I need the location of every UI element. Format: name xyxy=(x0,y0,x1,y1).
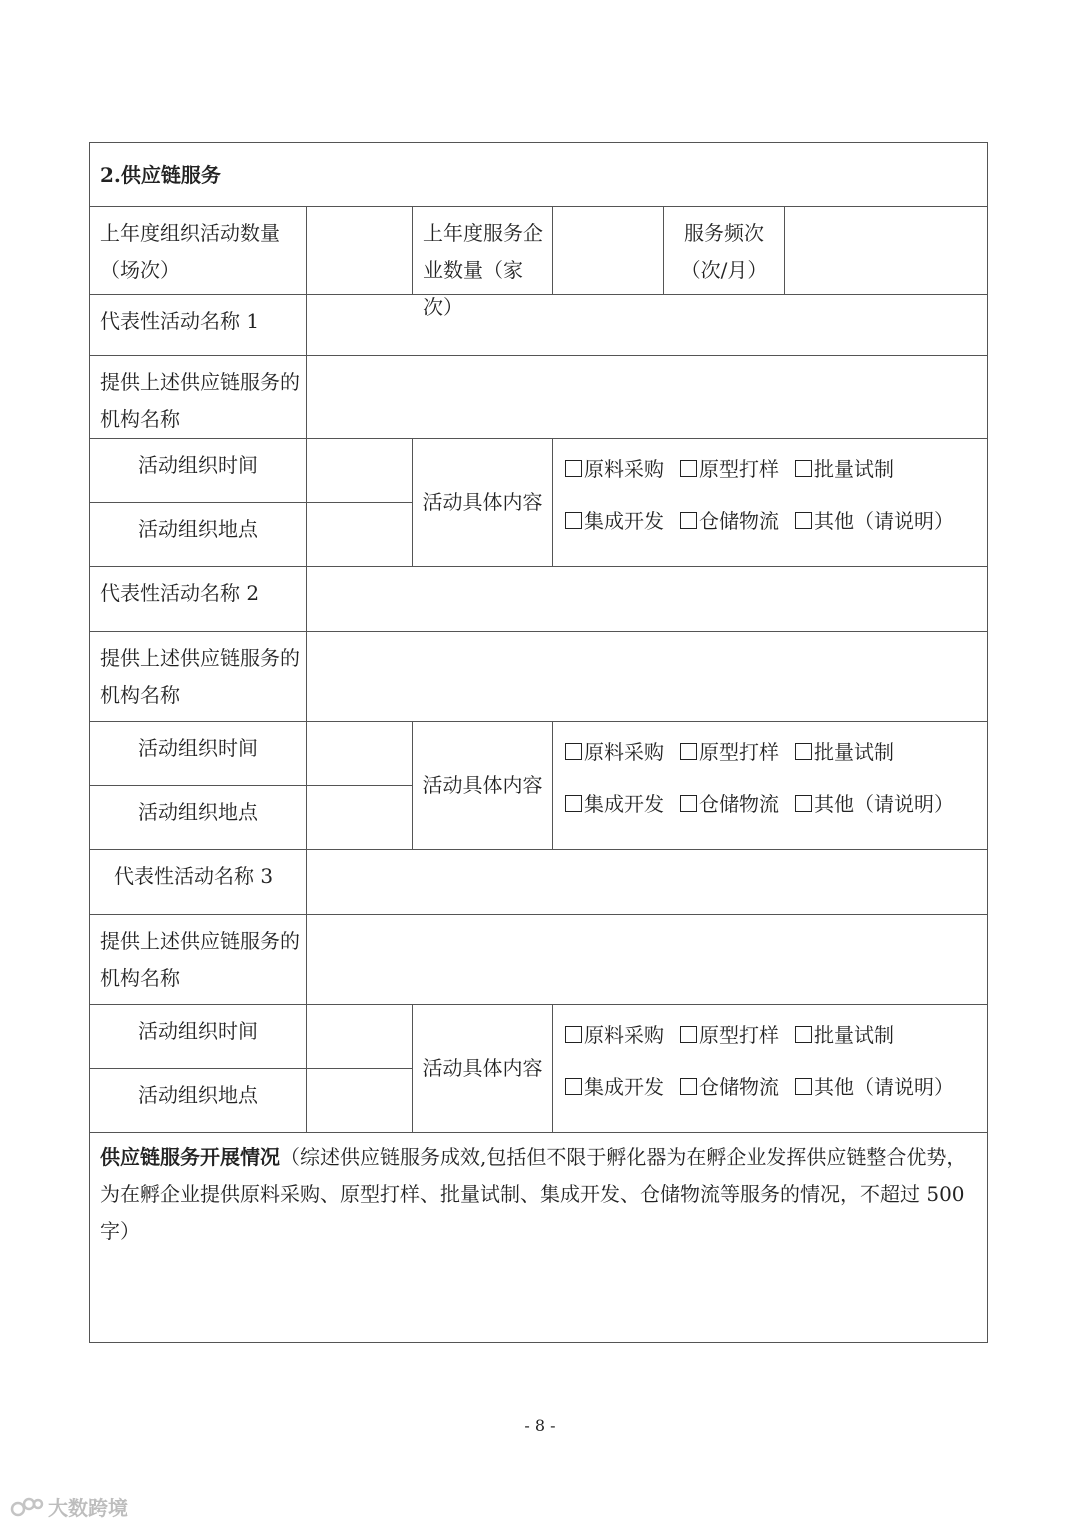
activity-time-label: 活动组织时间 xyxy=(90,1005,307,1069)
option-label: 集成开发 xyxy=(584,509,664,533)
options-row-2 xyxy=(565,786,987,838)
option-checkbox[interactable] xyxy=(795,786,954,823)
checkbox-icon[interactable] xyxy=(565,795,582,812)
activity-time-row xyxy=(90,722,988,786)
option-label: 批量试制 xyxy=(814,1023,894,1047)
organization-field[interactable] xyxy=(307,632,988,722)
section-title: 2.供应链服务 xyxy=(90,143,988,207)
option-label: 原料采购 xyxy=(584,740,664,764)
page-number: - 8 - xyxy=(524,1416,556,1435)
checkbox-icon[interactable] xyxy=(680,743,697,760)
activity-content-options xyxy=(553,439,988,567)
checkbox-icon[interactable] xyxy=(795,795,812,812)
option-label: 原型打样 xyxy=(699,457,779,481)
checkbox-icon[interactable] xyxy=(565,1078,582,1095)
option-checkbox[interactable] xyxy=(680,451,779,488)
organization-label: 提供上述供应链服务的机构名称 xyxy=(90,632,307,722)
option-label: 集成开发 xyxy=(584,1075,664,1099)
checkbox-icon[interactable] xyxy=(795,1026,812,1043)
activity-place-label: 活动组织地点 xyxy=(90,503,307,567)
options-row-1 xyxy=(565,451,987,503)
activity-time-row xyxy=(90,439,988,503)
summary-description: （综述供应链服务成效,包括但不限于孵化器为在孵企业发挥供应链整合优势，为在孵企业提供原料采购、原型打样、批量试制、集成开发、仓储物流等服务的情况，不超过 500 字） xyxy=(100,1145,967,1243)
activity-name-label: 代表性活动名称 1 xyxy=(90,295,307,356)
organization-field[interactable] xyxy=(307,915,988,1005)
activity-name-field[interactable] xyxy=(307,295,988,356)
option-label: 原料采购 xyxy=(584,1023,664,1047)
frequency-label: 服务频次（次/月） xyxy=(664,207,785,295)
activity-content-label: 活动具体内容 xyxy=(413,722,553,850)
organization-field[interactable] xyxy=(307,356,988,439)
option-label: 仓储物流 xyxy=(699,509,779,533)
options-row-1 xyxy=(565,734,987,786)
activity-place-field[interactable] xyxy=(307,1069,413,1133)
option-label: 集成开发 xyxy=(584,792,664,816)
checkbox-icon[interactable] xyxy=(565,1026,582,1043)
activity-name-row xyxy=(90,295,988,356)
supply-chain-form xyxy=(89,142,988,1343)
option-checkbox[interactable] xyxy=(795,503,954,540)
option-checkbox[interactable] xyxy=(565,734,664,771)
activity-time-field[interactable] xyxy=(307,1005,413,1069)
option-label: 仓储物流 xyxy=(699,1075,779,1099)
checkbox-icon[interactable] xyxy=(565,512,582,529)
checkbox-icon[interactable] xyxy=(795,512,812,529)
option-label: 其他（请说明） xyxy=(814,1075,954,1099)
option-checkbox[interactable] xyxy=(680,503,779,540)
service-enterprise-field[interactable] xyxy=(553,207,664,295)
activity-name-label: 代表性活动名称 2 xyxy=(90,567,307,632)
option-checkbox[interactable] xyxy=(565,451,664,488)
option-label: 其他（请说明） xyxy=(814,509,954,533)
option-label: 原型打样 xyxy=(699,1023,779,1047)
option-checkbox[interactable] xyxy=(680,1017,779,1054)
options-row-1 xyxy=(565,1017,987,1069)
option-label: 其他（请说明） xyxy=(814,792,954,816)
activity-content-options xyxy=(553,722,988,850)
checkbox-icon[interactable] xyxy=(680,795,697,812)
activity-time-row xyxy=(90,1005,988,1069)
activity-count-field[interactable] xyxy=(307,207,413,295)
organization-label: 提供上述供应链服务的机构名称 xyxy=(90,356,307,439)
activity-place-label: 活动组织地点 xyxy=(90,786,307,850)
checkbox-icon[interactable] xyxy=(680,1026,697,1043)
options-row-2 xyxy=(565,1069,987,1121)
checkbox-icon[interactable] xyxy=(680,460,697,477)
stats-row xyxy=(90,207,988,295)
option-label: 批量试制 xyxy=(814,740,894,764)
activity-place-label: 活动组织地点 xyxy=(90,1069,307,1133)
watermark-logo-icon xyxy=(10,1494,44,1520)
activity-name-label: 代表性活动名称 3 xyxy=(90,850,307,915)
option-checkbox[interactable] xyxy=(565,503,664,540)
checkbox-icon[interactable] xyxy=(565,460,582,477)
activity-place-field[interactable] xyxy=(307,786,413,850)
option-checkbox[interactable] xyxy=(680,734,779,771)
activity-content-label: 活动具体内容 xyxy=(413,439,553,567)
activity-time-field[interactable] xyxy=(307,722,413,786)
option-checkbox[interactable] xyxy=(565,786,664,823)
activity-time-label: 活动组织时间 xyxy=(90,439,307,503)
option-checkbox[interactable] xyxy=(795,1017,894,1054)
option-checkbox[interactable] xyxy=(795,451,894,488)
organization-label: 提供上述供应链服务的机构名称 xyxy=(90,915,307,1005)
activity-time-label: 活动组织时间 xyxy=(90,722,307,786)
option-checkbox[interactable] xyxy=(795,734,894,771)
activity-name-row xyxy=(90,850,988,915)
frequency-field[interactable] xyxy=(785,207,988,295)
watermark-text: 大数跨境 xyxy=(48,1496,128,1520)
option-checkbox[interactable] xyxy=(680,1069,779,1106)
option-label: 批量试制 xyxy=(814,457,894,481)
organization-row xyxy=(90,632,988,722)
activity-content-label: 活动具体内容 xyxy=(413,1005,553,1133)
option-label: 原料采购 xyxy=(584,457,664,481)
activity-rows xyxy=(90,295,988,1133)
activity-place-field[interactable] xyxy=(307,503,413,567)
option-label: 原型打样 xyxy=(699,740,779,764)
checkbox-icon[interactable] xyxy=(795,743,812,760)
checkbox-icon[interactable] xyxy=(680,512,697,529)
activity-time-field[interactable] xyxy=(307,439,413,503)
activity-name-row xyxy=(90,567,988,632)
summary-cell[interactable] xyxy=(90,1133,988,1343)
checkbox-icon[interactable] xyxy=(795,460,812,477)
summary-label: 供应链服务开展情况 xyxy=(100,1145,280,1169)
checkbox-icon[interactable] xyxy=(680,1078,697,1095)
option-checkbox[interactable] xyxy=(565,1017,664,1054)
checkbox-icon[interactable] xyxy=(565,743,582,760)
activity-count-label: 上年度组织活动数量（场次） xyxy=(90,207,307,295)
option-checkbox[interactable] xyxy=(680,786,779,823)
options-row-2 xyxy=(565,503,987,555)
organization-row xyxy=(90,356,988,439)
watermark xyxy=(10,1492,128,1521)
option-checkbox[interactable] xyxy=(795,1069,954,1106)
organization-row xyxy=(90,915,988,1005)
activity-name-field[interactable] xyxy=(307,850,988,915)
option-label: 仓储物流 xyxy=(699,792,779,816)
activity-content-options xyxy=(553,1005,988,1133)
service-enterprise-label: 上年度服务企业数量（家次） xyxy=(413,207,553,295)
option-checkbox[interactable] xyxy=(565,1069,664,1106)
activity-name-field[interactable] xyxy=(307,567,988,632)
checkbox-icon[interactable] xyxy=(795,1078,812,1095)
